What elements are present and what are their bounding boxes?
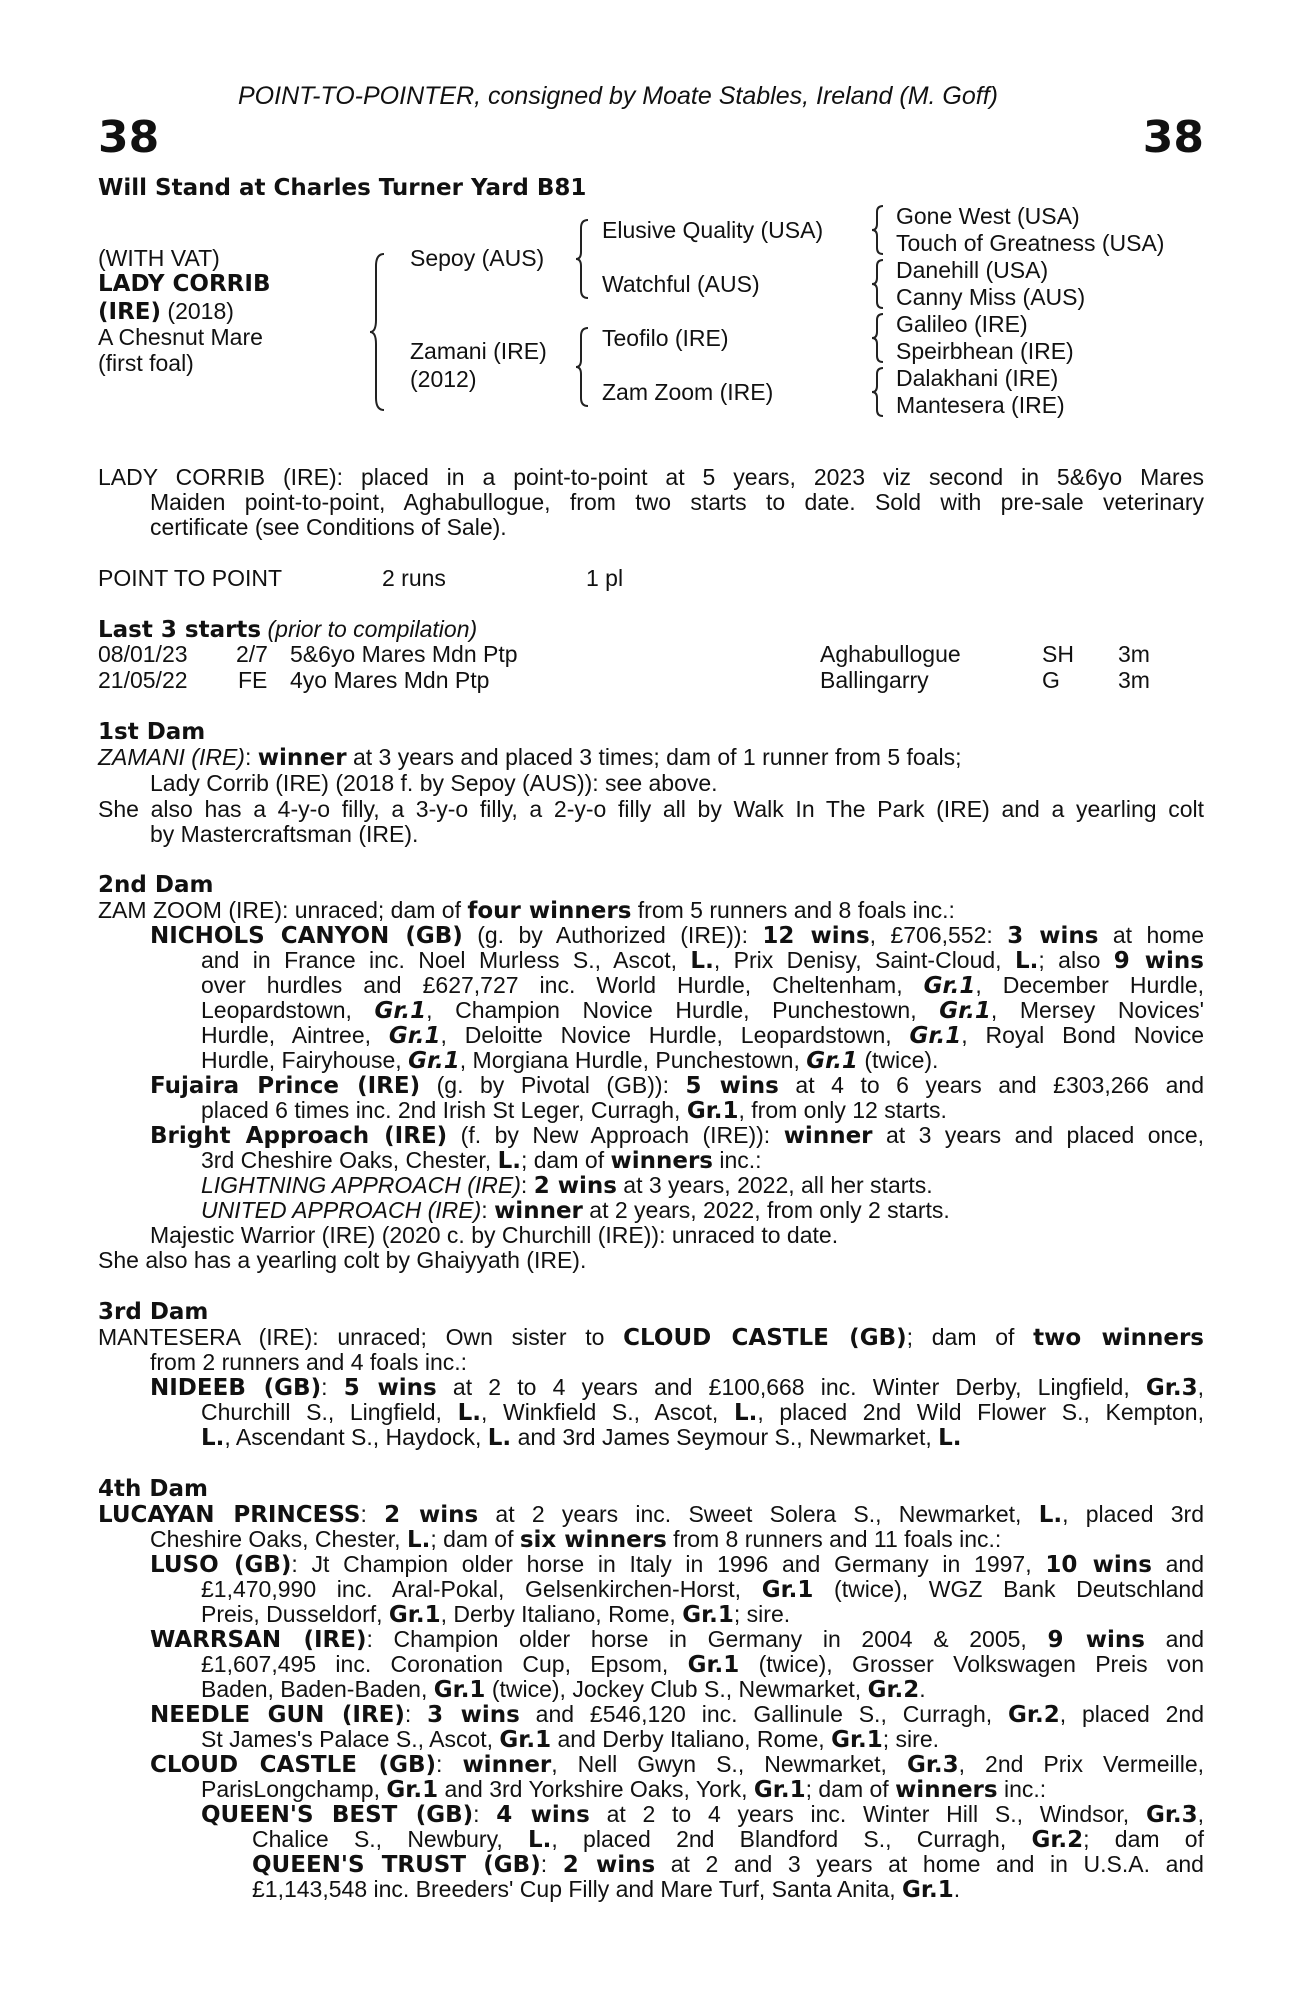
text: at 2 to 4 years inc. Winter Hill S., Windsor, <box>589 1801 1146 1827</box>
text: , placed 2nd Wild Flower S., Kempton, <box>757 1399 1204 1425</box>
text: Preis, Dusseldorf, <box>201 1601 389 1627</box>
text: , Deloitte Novice Hurdle, Leopardstown, <box>440 1022 910 1048</box>
text: : <box>360 1501 385 1527</box>
text: Gr.2 <box>867 1677 920 1703</box>
text: Gr.3 <box>1145 1375 1198 1401</box>
pedigree-dd: Zam Zoom (IRE) <box>602 379 774 405</box>
section-heading: 1st Dam <box>98 719 206 745</box>
dam-line <box>201 1677 926 1704</box>
text: : <box>473 1801 497 1827</box>
text: winners <box>610 1148 713 1174</box>
dam-line <box>201 1098 947 1125</box>
text: (twice), Jockey Club S., Newmarket, <box>485 1676 868 1702</box>
text: Gr.1 <box>386 1777 439 1803</box>
pedigree-brace-main <box>370 252 390 412</box>
text: Cheshire Oaks, Chester, <box>150 1526 407 1552</box>
dam-line <box>252 1877 960 1904</box>
text: Gr.1 <box>374 998 427 1024</box>
dam-line <box>98 1502 1204 1529</box>
text: winners <box>895 1777 998 1803</box>
text: , Ascendant S., Haydock, <box>224 1424 488 1450</box>
text: at 2 to 4 years and £100,668 inc. Winter Derby, Lingfield, <box>436 1374 1146 1400</box>
text: £1,143,548 inc. Breeders' Cup Filly and Mare Turf, Santa Anita, <box>252 1876 903 1902</box>
text: , from only 12 starts. <box>738 1097 947 1123</box>
horse-year: (2018) <box>167 298 234 324</box>
start-going: G <box>1042 667 1060 693</box>
start-position: 2/7 <box>236 641 268 667</box>
text: L. <box>201 1425 225 1451</box>
text: 3 wins <box>1007 923 1099 949</box>
text: winner <box>783 1123 873 1149</box>
text: Gr.1 <box>686 1098 739 1124</box>
start-course: Aghabullogue <box>820 641 961 667</box>
text: Gr.1 <box>939 998 991 1024</box>
text: 3 wins <box>427 1702 520 1728</box>
pedigree-brace-dd <box>872 366 886 418</box>
dam-line <box>201 948 1204 975</box>
horse-description: A Chesnut Mare <box>98 324 263 350</box>
horse-name: LADY CORRIB <box>98 271 271 297</box>
dam-line <box>201 1802 1204 1829</box>
text: £1,470,990 inc. Aral-Pokal, Gelsenkirchen-Horst, <box>201 1576 762 1602</box>
record-placed: 1 pl <box>586 565 624 591</box>
text: CLOUD CASTLE (GB) <box>150 1752 437 1778</box>
text: WARRSAN (IRE) <box>150 1627 367 1653</box>
dam-line <box>150 1375 1204 1402</box>
text: and 3rd Yorkshire Oaks, York, <box>438 1776 754 1802</box>
text: ; sire. <box>882 1726 939 1752</box>
dam-line <box>150 1073 1204 1100</box>
text: winner <box>494 1198 583 1224</box>
dam-line: She also has a 4-y-o filly, a 3-y-o filly, a 2-y-o filly all by Walk In The Park (IRE) and a yearling colt <box>98 796 1204 822</box>
text: L. <box>1038 1502 1063 1528</box>
pedigree-dam: Zamani (IRE) <box>410 338 547 364</box>
text: 2 wins <box>533 1173 617 1199</box>
text: inc.: <box>712 1147 762 1173</box>
text: 12 wins <box>762 923 870 949</box>
pedigree-brace-sd <box>872 258 886 310</box>
text: , Morgiana Hurdle, Punchestown, <box>459 1047 807 1073</box>
text: NIDEEB (GB) <box>150 1375 322 1401</box>
text: from 5 runners and 8 foals inc.: <box>631 897 955 923</box>
record-runs: 2 runs <box>382 565 446 591</box>
text: . <box>953 1876 961 1902</box>
dam-line <box>201 1425 962 1452</box>
text: L. <box>457 1400 481 1426</box>
text: two winners <box>1033 1325 1205 1351</box>
text: , 2nd Prix Vermeille, <box>958 1751 1205 1777</box>
text: Fujaira Prince (IRE) <box>150 1073 421 1099</box>
dam-line <box>201 1777 1046 1804</box>
dam-line <box>201 998 1204 1025</box>
pedigree-dsd: Speirbhean (IRE) <box>896 338 1074 364</box>
text: , Prix Denisy, Saint-Cloud, <box>713 947 1015 973</box>
text: Gr.1 <box>831 1727 883 1753</box>
text: , Winkfield S., Ascot, <box>480 1399 734 1425</box>
text: MANTESERA (IRE): unraced; Own sister to <box>98 1324 624 1350</box>
text: and £546,120 inc. Gallinule S., Curragh, <box>519 1701 1009 1727</box>
text: Gr.1 <box>408 1048 460 1074</box>
dam-line: Majestic Warrior (IRE) (2020 c. by Churchill (IRE)): unraced to date. <box>150 1222 839 1248</box>
text: L. <box>406 1527 431 1553</box>
dam-line <box>150 1552 1204 1579</box>
dam-line: by Mastercraftsman (IRE). <box>150 821 419 847</box>
text: , Mersey Novices' <box>990 997 1205 1023</box>
lot-number-right: 38 <box>1142 112 1204 163</box>
last-starts-heading <box>98 617 477 644</box>
dam-line <box>201 1148 762 1175</box>
text: LUCAYAN PRINCESS <box>98 1502 361 1528</box>
text: at 3 years and placed 3 times; dam of 1 runner from 5 foals; <box>346 744 962 770</box>
pedigree-dam-year: (2012) <box>410 366 477 392</box>
pedigree-sds: Danehill (USA) <box>896 257 1049 283</box>
text: : <box>436 1751 463 1777</box>
text: from 8 runners and 11 foals inc.: <box>666 1526 1002 1552</box>
pedigree-ddd: Mantesera (IRE) <box>896 392 1065 418</box>
text: Gr.1 <box>388 1602 441 1628</box>
start-distance: 3m <box>1118 667 1150 693</box>
dam-line <box>150 1752 1204 1779</box>
text: at 3 years, 2022, all her starts. <box>616 1172 933 1198</box>
text: , placed 3rd <box>1062 1501 1205 1527</box>
start-race: 5&6yo Mares Mdn Ptp <box>290 641 518 667</box>
pedigree-dds: Dalakhani (IRE) <box>896 365 1059 391</box>
text: Gr.3 <box>1145 1802 1198 1828</box>
dam-line <box>150 1702 1204 1729</box>
text: inc.: <box>997 1776 1047 1802</box>
dam-line <box>150 1527 1001 1554</box>
text: Churchill S., Lingfield, <box>201 1399 458 1425</box>
text: (twice), WGZ Bank Deutschland <box>813 1576 1204 1602</box>
text: Gr.3 <box>906 1752 959 1778</box>
text: , Derby Italiano, Rome, <box>440 1601 683 1627</box>
text: Gr.1 <box>687 1652 740 1678</box>
text: Gr.1 <box>388 1023 441 1049</box>
dam-line <box>150 1627 1204 1654</box>
text: over hurdles and £627,727 inc. World Hurdle, Cheltenham, <box>201 972 924 998</box>
summary-line: Maiden point-to-point, Aghabullogue, from two starts to date. Sold with pre-sale veterinary <box>150 489 1204 515</box>
text: (g. by Pivotal (GB)): <box>420 1072 686 1098</box>
text: Gr.1 <box>909 1023 962 1049</box>
text: NEEDLE GUN (IRE) <box>150 1702 405 1728</box>
text: Baden, Baden-Baden, <box>201 1676 434 1702</box>
text: , Champion Novice Hurdle, Punchestown, <box>426 997 940 1023</box>
dam-line <box>201 1652 1204 1679</box>
text: : <box>481 1197 495 1223</box>
text: QUEEN'S TRUST (GB) <box>252 1852 541 1878</box>
pedigree-dss: Galileo (IRE) <box>896 311 1028 337</box>
dam-line <box>201 1602 790 1629</box>
text: Gr.2 <box>1008 1702 1060 1728</box>
text: Gr.1 <box>753 1777 806 1803</box>
text: ; dam of <box>805 1776 896 1802</box>
text: 3rd Cheshire Oaks, Chester, <box>201 1147 498 1173</box>
pedigree-brace-dam <box>576 326 592 408</box>
dam-line: from 2 runners and 4 foals inc.: <box>150 1349 468 1375</box>
text: , December Hurdle, <box>975 972 1204 998</box>
text: ZAM ZOOM (IRE): unraced; dam of <box>98 897 468 923</box>
pedigree-ss: Elusive Quality (USA) <box>602 217 824 243</box>
text: , Nell Gwyn S., Newmarket, <box>551 1751 907 1777</box>
start-course: Ballingarry <box>820 667 929 693</box>
dam-name: ZAMANI (IRE) <box>98 744 245 770</box>
section-heading: 2nd Dam <box>98 872 214 898</box>
text: four winners <box>467 898 632 924</box>
text: ; sire. <box>733 1601 791 1627</box>
text: ; dam of <box>906 1324 1034 1350</box>
text: L. <box>1014 948 1039 974</box>
text: LUSO (GB) <box>150 1552 292 1578</box>
text: 5 wins <box>343 1375 437 1401</box>
text: L. <box>938 1425 962 1451</box>
start-position: FE <box>238 667 268 693</box>
summary-line: certificate (see Conditions of Sale). <box>150 514 507 540</box>
text: and in France inc. Noel Murless S., Ascot, <box>201 947 691 973</box>
text: : <box>244 744 258 770</box>
dam-line <box>201 1577 1204 1604</box>
start-date: 21/05/22 <box>98 667 188 693</box>
text: ; dam of <box>430 1526 520 1552</box>
dam-line <box>201 1173 933 1200</box>
text: Gr.1 <box>761 1577 814 1603</box>
dam-line <box>98 1325 1204 1352</box>
foal-note: (first foal) <box>98 350 194 376</box>
text: winner <box>462 1752 552 1778</box>
pedigree-sd: Watchful (AUS) <box>602 271 760 297</box>
text: , <box>1197 1374 1204 1400</box>
dam-line <box>150 1123 1204 1150</box>
text: 5 wins <box>685 1073 779 1099</box>
text: CLOUD CASTLE (GB) <box>623 1325 907 1351</box>
dam-line <box>201 1727 939 1754</box>
text: (g. by Authorized (IRE)): <box>462 922 763 948</box>
pedigree-brace-ds <box>872 312 886 364</box>
last-starts-subtitle: (prior to compilation) <box>267 616 478 642</box>
text: L. <box>690 948 714 974</box>
text: QUEEN'S BEST (GB) <box>201 1802 474 1828</box>
section-heading: 3rd Dam <box>98 1299 209 1325</box>
pedigree-sss: Gone West (USA) <box>896 203 1080 229</box>
text: at home <box>1098 922 1204 948</box>
stable-location: Will Stand at Charles Turner Yard B81 <box>98 175 587 201</box>
text: at 4 to 6 years and £303,266 and <box>778 1072 1204 1098</box>
text: : <box>404 1701 428 1727</box>
section-heading: 4th Dam <box>98 1476 208 1502</box>
dam-line <box>201 1023 1204 1050</box>
text: , £706,552: <box>869 922 1008 948</box>
text: : <box>321 1374 344 1400</box>
text: Hurdle, Fairyhouse, <box>201 1047 409 1073</box>
text: L. <box>528 1827 552 1853</box>
text: : Jt Champion older horse in Italy in 1996 and Germany in 1997, <box>291 1551 1046 1577</box>
text: : <box>540 1851 563 1877</box>
text: : <box>520 1172 534 1198</box>
text: L. <box>497 1148 521 1174</box>
text: LIGHTNING APPROACH (IRE) <box>201 1172 521 1198</box>
text: (f. by New Approach (IRE)): <box>447 1122 784 1148</box>
text: 2 wins <box>384 1502 479 1528</box>
text: 9 wins <box>1047 1627 1145 1653</box>
text: Chalice S., Newbury, <box>252 1826 528 1852</box>
lot-number-left: 38 <box>98 112 160 163</box>
text: and 3rd James Seymour S., Newmarket, <box>511 1424 939 1450</box>
text: Leopardstown, <box>201 997 375 1023</box>
text: , placed 2nd Blandford S., Curragh, <box>551 1826 1032 1852</box>
vat-note: (WITH VAT) <box>98 245 220 271</box>
text: St James's Palace S., Ascot, <box>201 1726 500 1752</box>
pedigree-brace-sire <box>576 218 592 300</box>
text: 4 wins <box>496 1802 590 1828</box>
pedigree-ds: Teofilo (IRE) <box>602 325 729 351</box>
text: : Champion older horse in Germany in 2004 & 2005, <box>366 1626 1048 1652</box>
text: and <box>1151 1551 1204 1577</box>
dam-line <box>98 745 962 772</box>
pedigree-brace-ss <box>872 204 886 256</box>
text: ; dam of <box>520 1147 611 1173</box>
pedigree-ssd: Touch of Greatness (USA) <box>896 230 1165 256</box>
summary-line: LADY CORRIB (IRE): placed in a point-to-point at 5 years, 2023 viz second in 5&6yo Mares <box>98 464 1204 490</box>
start-race: 4yo Mares Mdn Ptp <box>290 667 490 693</box>
text: and <box>1144 1626 1204 1652</box>
dam-line <box>201 1048 938 1075</box>
text: at 2 years inc. Sweet Solera S., Newmarket, <box>478 1501 1039 1527</box>
text: Hurdle, Aintree, <box>201 1022 389 1048</box>
text: , <box>1197 1801 1205 1827</box>
text: Gr.1 <box>433 1677 486 1703</box>
text: ParisLongchamp, <box>201 1776 387 1802</box>
text: Gr.1 <box>806 1048 858 1074</box>
text: £1,607,495 inc. Coronation Cup, Epsom, <box>201 1651 688 1677</box>
text: ; dam of <box>1083 1826 1204 1852</box>
text: Gr.1 <box>902 1877 954 1903</box>
text: NICHOLS CANYON (GB) <box>150 923 463 949</box>
text: (twice). <box>857 1047 939 1073</box>
dam-line <box>150 923 1204 950</box>
dam-line <box>201 1198 950 1225</box>
dam-line <box>252 1827 1204 1854</box>
text: winner <box>257 745 347 771</box>
text: Gr.1 <box>682 1602 734 1628</box>
text: ; also <box>1038 947 1114 973</box>
horse-country: (IRE) <box>98 299 162 325</box>
text: , Royal Bond Novice <box>961 1022 1204 1048</box>
text: UNITED APPROACH (IRE) <box>201 1197 482 1223</box>
text: 9 wins <box>1113 948 1204 974</box>
text: (twice), Grosser Volkswagen Preis von <box>739 1651 1204 1677</box>
dam-line <box>98 898 955 925</box>
text: , placed 2nd <box>1059 1701 1204 1727</box>
dam-line <box>201 973 1204 1000</box>
text: Gr.2 <box>1031 1827 1084 1853</box>
text: L. <box>733 1400 758 1426</box>
text: at 2 years, 2022, from only 2 starts. <box>582 1197 950 1223</box>
text: placed 6 times inc. 2nd Irish St Leger, Curragh, <box>201 1097 687 1123</box>
text: at 3 years and placed once, <box>872 1122 1204 1148</box>
text: 2 wins <box>562 1852 656 1878</box>
text: at 2 and 3 years at home and in U.S.A. and <box>655 1851 1204 1877</box>
text: Bright Approach (IRE) <box>150 1123 448 1149</box>
text: . <box>919 1676 926 1702</box>
text: Gr.1 <box>923 973 976 999</box>
text: L. <box>487 1425 512 1451</box>
text: 10 wins <box>1045 1552 1152 1578</box>
dam-line <box>201 1400 1204 1427</box>
last-starts-title: Last 3 starts <box>98 617 262 643</box>
start-date: 08/01/23 <box>98 641 188 667</box>
pedigree-sdd: Canny Miss (AUS) <box>896 284 1086 310</box>
consignor-line: POINT-TO-POINTER, consigned by Moate Stables, Ireland (M. Goff) <box>238 82 998 110</box>
start-distance: 3m <box>1118 641 1150 667</box>
record-label: POINT TO POINT <box>98 565 283 591</box>
dam-line: She also has a yearling colt by Ghaiyyath (IRE). <box>98 1247 587 1273</box>
pedigree-sire: Sepoy (AUS) <box>410 245 545 271</box>
dam-line <box>252 1852 1204 1879</box>
dam-line: Lady Corrib (IRE) (2018 f. by Sepoy (AUS)): see above. <box>150 770 718 796</box>
horse-origin <box>98 299 234 326</box>
start-going: SH <box>1042 641 1074 667</box>
text: Gr.1 <box>499 1727 552 1753</box>
text: six winners <box>519 1527 667 1553</box>
text: and Derby Italiano, Rome, <box>551 1726 832 1752</box>
